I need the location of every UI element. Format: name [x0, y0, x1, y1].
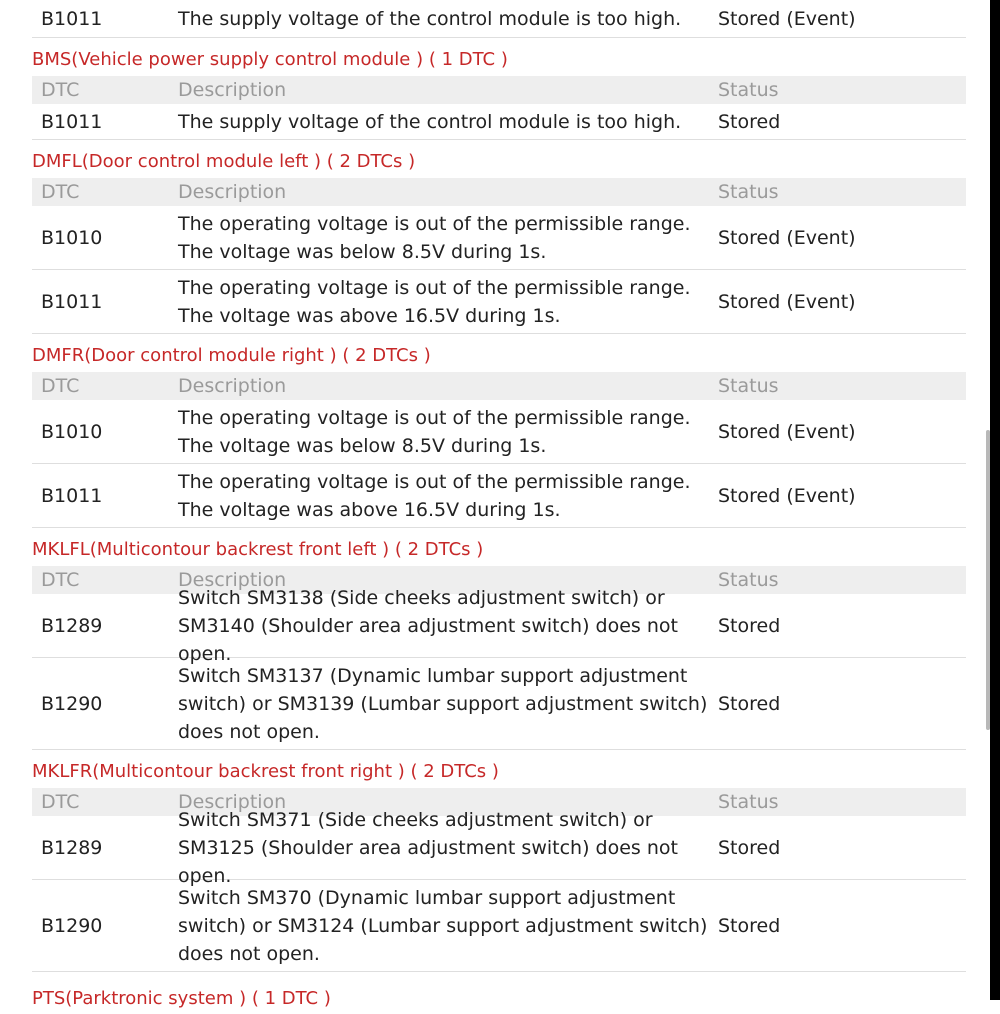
dtc-description: Switch SM3138 (Side cheeks adjustment switch) or SM3140 (Shoulder area adjustment switch) does not open. — [178, 586, 678, 665]
dtc-description: The operating voltage is out of the permissible range. The voltage was below 8.5V during 1s. — [178, 406, 691, 457]
section-title: MKLFL(Multicontour backrest front left ) ( 2 DTCs ) — [32, 539, 484, 560]
dtc-code: B1289 — [41, 614, 103, 637]
header-status: Status — [718, 791, 779, 813]
dtc-code: B1010 — [41, 420, 103, 443]
table-row — [32, 270, 966, 334]
section-title: DMFL(Door control module left ) ( 2 DTCs ) — [32, 151, 416, 172]
header-description: Description — [178, 79, 287, 101]
dtc-status: Stored — [718, 614, 781, 637]
header-dtc: DTC — [41, 79, 80, 101]
dtc-code: B1010 — [41, 226, 103, 249]
dtc-status: Stored (Event) — [718, 484, 856, 507]
dtc-description: Switch SM3137 (Dynamic lumbar support adjustment switch) or SM3139 (Lumbar support adjustment switch) does not open. — [178, 664, 708, 743]
table-row — [32, 808, 966, 887]
screen-edge — [990, 0, 1000, 1000]
dtc-status: Stored — [718, 914, 781, 937]
header-description: Description — [178, 569, 287, 591]
section-mklfl — [32, 528, 966, 750]
header-description: Description — [178, 181, 287, 203]
header-dtc: DTC — [41, 569, 80, 591]
dtc-description: The operating voltage is out of the permissible range. The voltage was below 8.5V during 1s. — [178, 212, 691, 263]
section-bms — [32, 38, 966, 140]
dtc-code: B1011 — [41, 290, 103, 313]
table-row — [32, 206, 966, 270]
header-status: Status — [718, 181, 779, 203]
dtc-status: Stored — [718, 692, 781, 715]
section-title: DMFR(Door control module right ) ( 2 DTCs ) — [32, 345, 431, 366]
dtc-code: B1290 — [41, 692, 103, 715]
header-dtc: DTC — [41, 791, 80, 813]
dtc-code: B1011 — [41, 110, 103, 133]
dtc-status: Stored — [718, 110, 781, 133]
dtc-code: B1011 — [41, 484, 103, 507]
section-mklfr — [32, 750, 966, 972]
dtc-code: B1289 — [41, 836, 103, 859]
dtc-description: The supply voltage of the control module is too high. — [178, 7, 682, 30]
header-dtc: DTC — [41, 375, 80, 397]
dtc-report — [32, 0, 966, 972]
dtc-code: B1290 — [41, 914, 103, 937]
table-row — [32, 658, 966, 750]
header-description: Description — [178, 375, 287, 397]
header-dtc: DTC — [41, 181, 80, 203]
table-row — [32, 880, 966, 972]
table-header — [32, 372, 966, 400]
header-status: Status — [718, 375, 779, 397]
dtc-status: Stored — [718, 836, 781, 859]
header-status: Status — [718, 569, 779, 591]
table-row — [32, 400, 966, 464]
table-row — [32, 104, 966, 140]
dtc-description: Switch SM371 (Side cheeks adjustment switch) or SM3125 (Shoulder area adjustment switch) does not open. — [178, 808, 678, 887]
table-row — [32, 0, 966, 38]
table-row — [32, 464, 966, 528]
dtc-description: The operating voltage is out of the permissible range. The voltage was above 16.5V during 1s. — [178, 470, 691, 521]
dtc-description: The operating voltage is out of the permissible range. The voltage was above 16.5V during 1s. — [178, 276, 691, 327]
dtc-code: B1011 — [41, 7, 103, 30]
header-description: Description — [178, 791, 287, 813]
section-dmfl — [32, 140, 966, 334]
section-title: PTS(Parktronic system ) ( 1 DTC ) — [32, 988, 331, 1009]
dtc-description: The supply voltage of the control module is too high. — [178, 110, 682, 133]
dtc-status: Stored (Event) — [718, 420, 856, 443]
table-header — [32, 178, 966, 206]
dtc-description: Switch SM370 (Dynamic lumbar support adjustment switch) or SM3124 (Lumbar support adjustment switch) does not open. — [178, 886, 708, 965]
table-row — [32, 586, 966, 665]
header-status: Status — [718, 79, 779, 101]
section-dmfr — [32, 334, 966, 528]
dtc-status: Stored (Event) — [718, 7, 856, 30]
section-title: MKLFR(Multicontour backrest front right ) ( 2 DTCs ) — [32, 761, 499, 782]
table-header — [32, 76, 966, 104]
section-title: BMS(Vehicle power supply control module ) ( 1 DTC ) — [32, 49, 508, 70]
dtc-status: Stored (Event) — [718, 226, 856, 249]
dtc-status: Stored (Event) — [718, 290, 856, 313]
